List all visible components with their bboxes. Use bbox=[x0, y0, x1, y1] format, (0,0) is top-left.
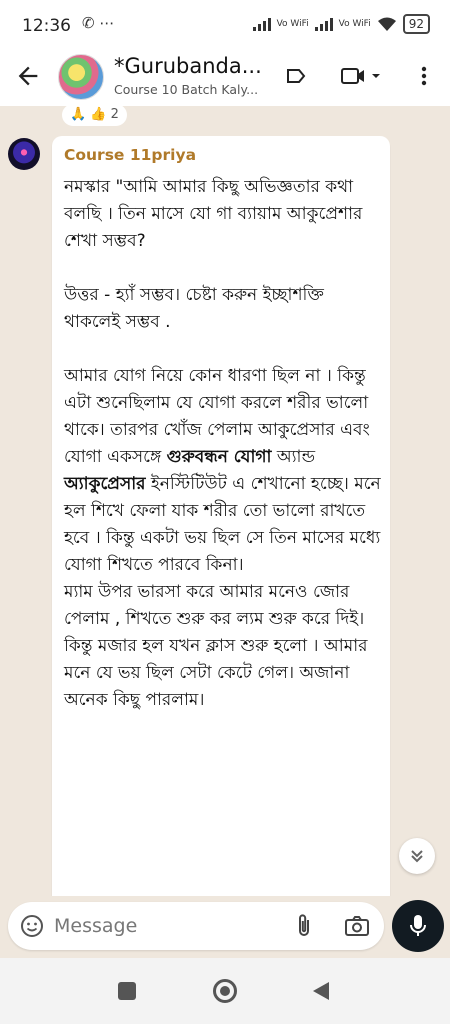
battery-icon bbox=[403, 14, 430, 34]
bold-text: অ্যাকুপ্রেসার bbox=[64, 474, 146, 494]
message-paragraph: নমস্কার "আমি আমার কিছু অভিজ্ঞতার কথা বলছি । তিন মাসে যো গা ব্যায়াম আকুপ্রেশার শেখা সম্ভব? bbox=[64, 177, 363, 251]
vowifi-label-1: Vo WiFi bbox=[276, 18, 309, 29]
video-call-icon[interactable] bbox=[340, 64, 380, 88]
message-span: ইনস্টিটিউট এ শেখানো হচ্ছে। মনে হল শিখে ফেলা যাক শরীর তো ভালো রাখতে হবে । কিন্তু একটা ভয় ছিল সে তিন মাসের মধ্যে যোগা শিখতে পারবে কিনা। bbox=[64, 474, 381, 575]
signal-icon bbox=[253, 18, 271, 31]
attach-icon[interactable] bbox=[292, 913, 316, 939]
message-reactions[interactable]: 🙏 👍 2 bbox=[62, 106, 127, 126]
group-title[interactable]: *Gurubanda... bbox=[114, 54, 262, 78]
bold-text: গুরুবন্ধন যোগা bbox=[166, 447, 272, 467]
message-input[interactable] bbox=[54, 910, 274, 942]
message-paragraph: ম্যাম উপর ভারসা করে আমার মনেও জোর পেলাম , শিখতে শুরু কর ল্যম শুরু করে দিই। কিন্তু মজার হল যখন ক্লাস শুরু হলো । আমার মনে যে ভয় ছিল সেটা কেটে গেল। অজানা অনেক কিছু পারলাম। bbox=[64, 582, 368, 710]
status-time: 12:36 bbox=[22, 16, 71, 36]
message-text bbox=[64, 174, 384, 714]
message-paragraph: উত্তর - হ্যাঁ সম্ভব। চেষ্টা করুন ইচ্ছাশক্তি থাকলেই সম্ভব . bbox=[64, 285, 324, 332]
nav-back-icon[interactable] bbox=[313, 982, 329, 1000]
double-chevron-down-icon bbox=[408, 847, 426, 865]
message-composer bbox=[8, 902, 384, 950]
sender-name[interactable]: Course 11priya bbox=[64, 146, 197, 164]
mic-icon bbox=[408, 913, 428, 939]
chat-header bbox=[0, 50, 450, 106]
chat-area[interactable] bbox=[0, 106, 450, 896]
message-span: আমার যোগ নিয়ে কোন ধারণা ছিল না । কিন্তু এটা শুনেছিলাম যে যোগা করলে শরীর ভালো থাকে। তারপর খোঁজ পেলাম আকুপ্রেসার এবং যোগা একসঙ্গে bbox=[64, 366, 370, 467]
vowifi-label-2: Vo WiFi bbox=[338, 18, 371, 29]
battery-level: 92 bbox=[408, 17, 424, 31]
sticker-icon[interactable] bbox=[20, 914, 44, 938]
status-bar bbox=[0, 0, 450, 50]
home-icon[interactable] bbox=[213, 979, 237, 1003]
message-span: অ্যান্ড bbox=[271, 447, 316, 467]
notification-icons: ✆ ⋯ bbox=[82, 14, 115, 32]
message-paragraph bbox=[64, 363, 384, 579]
camera-icon[interactable] bbox=[344, 914, 370, 938]
signal-icon-2 bbox=[315, 18, 333, 31]
scroll-down-button[interactable] bbox=[399, 838, 435, 874]
sender-avatar[interactable] bbox=[8, 138, 40, 170]
wifi-icon bbox=[377, 16, 397, 32]
more-options-icon[interactable] bbox=[418, 64, 430, 88]
back-arrow-icon[interactable] bbox=[14, 62, 42, 90]
group-avatar[interactable] bbox=[58, 54, 104, 100]
mic-button[interactable] bbox=[392, 900, 444, 952]
label-icon[interactable] bbox=[284, 64, 308, 88]
recent-apps-icon[interactable] bbox=[118, 982, 136, 1000]
status-right bbox=[253, 14, 430, 34]
group-subtitle[interactable]: Course 10 Batch Kaly... bbox=[114, 82, 259, 97]
message-bubble[interactable] bbox=[52, 136, 390, 896]
system-nav-bar bbox=[0, 958, 450, 1024]
